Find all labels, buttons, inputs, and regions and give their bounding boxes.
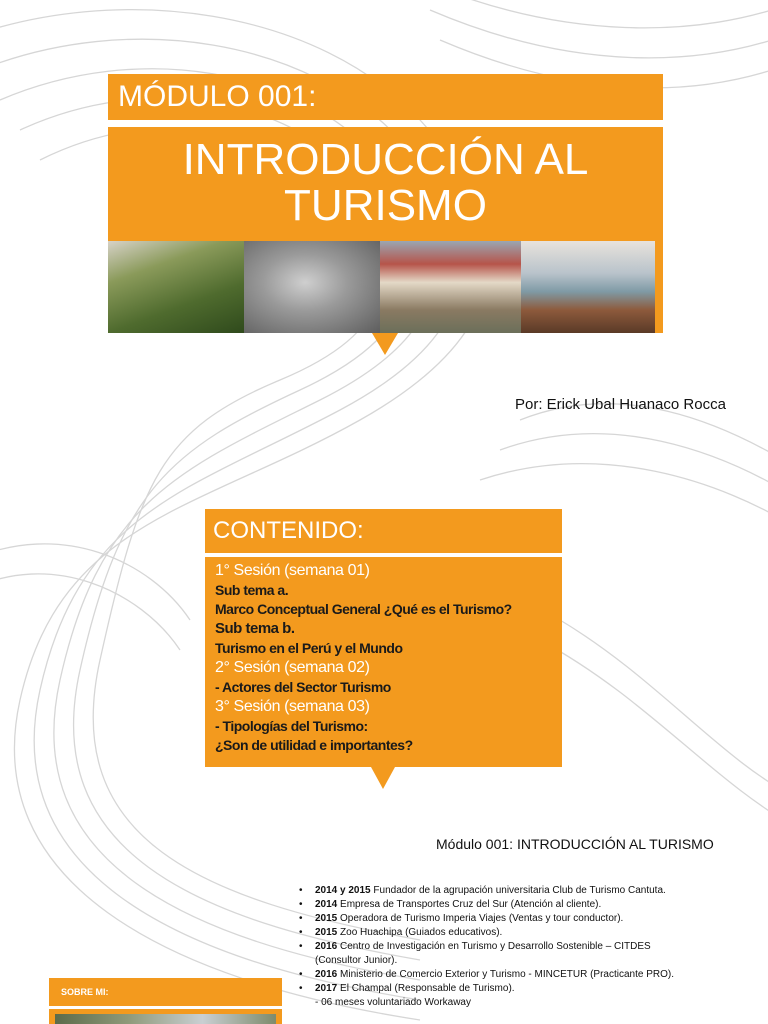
session-3-topic: - Tipologías del Turismo: <box>215 718 368 734</box>
subtopic-b-label: Sub tema b. <box>215 620 295 637</box>
cv-item <box>297 884 767 898</box>
contenido-heading-text: CONTENIDO: <box>213 517 364 544</box>
photo-lake-landscape <box>521 241 655 333</box>
cv-item <box>297 926 767 940</box>
cv-text: Empresa de Transportes Cruz del Sur (Atención al cliente). <box>337 899 602 910</box>
author-line: Por: Erick Ubal Huanaco Rocca <box>515 396 726 413</box>
bullet-icon: • <box>299 941 303 952</box>
cv-subitem-text: - 06 meses voluntariado Workaway <box>315 997 471 1008</box>
cv-year: 2015 <box>315 927 338 938</box>
sobre-mi-label <box>49 978 282 1006</box>
module-footer-title: Módulo 001: INTRODUCCIÓN AL TURISMO <box>436 836 714 852</box>
session-1: 1° Sesión (semana 01) <box>215 562 370 579</box>
subtopic-a-label: Sub tema a. <box>215 582 289 598</box>
cv-item-continuation <box>297 954 767 968</box>
cv-text: El Champal (Responsable de Turismo). <box>337 983 515 994</box>
sobre-mi-text: SOBRE MI: <box>61 987 109 997</box>
subtopic-b-text: Turismo en el Perú y el Mundo <box>215 640 403 656</box>
cv-subitem <box>297 996 767 1010</box>
course-title-line1: INTRODUCCIÓN AL <box>182 135 589 184</box>
cv-item <box>297 968 767 982</box>
contenido-list <box>205 557 562 767</box>
course-title-line2: TURISMO <box>284 181 487 230</box>
cv-text: Operadora de Turismo Imperia Viajes (Ventas y tour conductor). <box>337 913 624 924</box>
subtopic-a-text: Marco Conceptual General ¿Qué es el Turismo? <box>215 601 512 617</box>
cv-text: (Consultor Junior). <box>315 955 398 966</box>
session-3: 3° Sesión (semana 03) <box>215 698 370 715</box>
bullet-icon: • <box>299 899 303 910</box>
session-2-topic: - Actores del Sector Turismo <box>215 679 391 695</box>
bullet-icon: • <box>299 913 303 924</box>
bullet-icon: • <box>299 885 303 896</box>
bullet-icon: • <box>299 969 303 980</box>
session-2: 2° Sesión (semana 02) <box>215 659 370 676</box>
cv-year: 2017 <box>315 983 338 994</box>
contenido-heading <box>205 509 562 553</box>
cv-year: 2014 <box>315 899 338 910</box>
photo-colonial-town <box>380 241 521 333</box>
callout-pointer <box>372 333 398 355</box>
photo-strip <box>108 241 663 333</box>
cv-text: Fundador de la agrupación universitaria Club de Turismo Cantuta. <box>370 885 666 896</box>
cv-text: Zoo Huachipa (Guiados educativos). <box>337 927 503 938</box>
cv-item <box>297 982 767 996</box>
sobre-mi-photo-frame <box>49 1009 282 1024</box>
bullet-icon: • <box>299 983 303 994</box>
cv-year: 2016 <box>315 941 338 952</box>
cv-list <box>297 884 767 1010</box>
cv-year: 2016 <box>315 969 338 980</box>
bullet-icon: • <box>299 927 303 938</box>
cv-text: Ministerio de Comercio Exterior y Turismo - MINCETUR (Practicante PRO). <box>337 969 674 980</box>
cv-text: Centro de Investigación en Turismo y Desarrollo Sostenible – CITDES <box>337 941 651 952</box>
cv-year: 2015 <box>315 913 338 924</box>
cv-item <box>297 940 767 954</box>
photo-stone-carving <box>244 241 380 333</box>
course-title <box>108 127 663 241</box>
cv-item <box>297 912 767 926</box>
cv-year: 2014 y 2015 <box>315 885 371 896</box>
cv-item <box>297 898 767 912</box>
module-label <box>108 74 663 120</box>
photo-mountain-ruins <box>108 241 244 333</box>
sobre-mi-photo <box>55 1014 276 1024</box>
module-label-text: MÓDULO 001: <box>118 80 317 113</box>
contenido-pointer <box>371 767 395 789</box>
session-3-question: ¿Son de utilidad e importantes? <box>215 737 413 753</box>
